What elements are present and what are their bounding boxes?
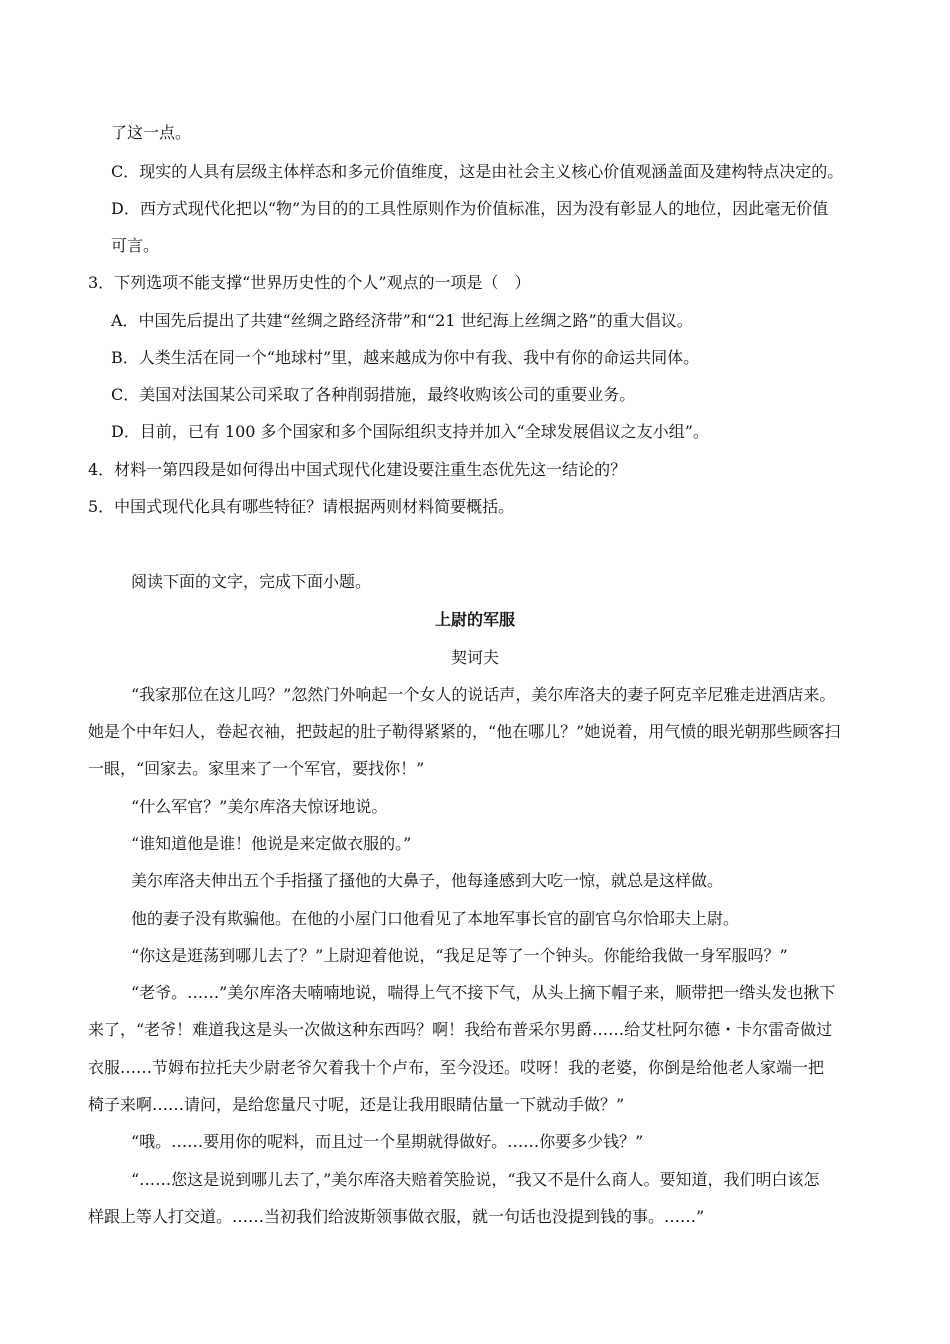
story-line: 她是个中年妇人，卷起衣袖，把鼓起的肚子勒得紧紧的，“他在哪儿？”她说着，用气愤的眼光朝那些顾客扫 bbox=[88, 722, 841, 741]
story-line: 衣服……节姆布拉托夫少尉老爷欠着我十个卢布，至今没还。哎呀！我的老婆，你倒是给他老人家端一把 bbox=[88, 1058, 825, 1077]
q2-continuation: 了这一点。 bbox=[111, 123, 192, 142]
q3-option-b: B．人类生活在同一个“地球村”里，越来越成为你中有我、我中有你的命运共同体。 bbox=[111, 348, 700, 367]
story-line: “老爷。……”美尔库洛夫喃喃地说，喘得上气不接下气，从头上摘下帽子来，顺带把一绺头发也揪下 bbox=[131, 983, 836, 1002]
story-author: 契诃夫 bbox=[450, 648, 499, 667]
q2-option-c: C．现实的人具有层级主体样态和多元价值维度，这是由社会主义核心价值观涵盖面及建构特点决定的。 bbox=[111, 162, 844, 181]
story-title: 上尉的军服 bbox=[434, 610, 515, 629]
reading-instruction: 阅读下面的文字，完成下面小题。 bbox=[131, 572, 372, 591]
story-line: 一眼，“回家去。家里来了一个军官，要找你！” bbox=[88, 759, 425, 778]
story-line: “哦。……要用你的呢料，而且过一个星期就得做好。……你要多少钱？” bbox=[131, 1132, 644, 1151]
q2-option-d-line2: 可言。 bbox=[111, 236, 160, 255]
story-line: “我家那位在这儿吗？”忽然门外响起一个女人的说话声，美尔库洛夫的妻子阿克辛尼雅走进酒店来。 bbox=[131, 685, 836, 704]
story-line: “……您这是说到哪儿去了，”美尔库洛夫赔着笑脸说，“我又不是什么商人。要知道，我们明白该怎 bbox=[131, 1170, 820, 1189]
q5-stem: 5．中国式现代化具有哪些特征？请根据两则材料简要概括。 bbox=[88, 497, 515, 516]
story-line: 来了，“老爷！难道我这是头一次做这种东西吗？啊！我给布普采尔男爵……给艾杜阿尔德・卡尔雷奇做过 bbox=[88, 1020, 833, 1039]
q3-stem: 3．下列选项不能支撑“世界历史性的个人”观点的一项是（ ） bbox=[88, 273, 531, 292]
story-line: “什么军官？”美尔库洛夫惊讶地说。 bbox=[131, 797, 388, 816]
story-line: 椅子来啊……请问，是给您量尺寸呢，还是让我用眼睛估量一下就动手做？” bbox=[88, 1095, 625, 1114]
q3-option-c: C．美国对法国某公司采取了各种削弱措施，最终收购该公司的重要业务。 bbox=[111, 385, 636, 404]
story-line: 样跟上等人打交道。……当初我们给波斯领事做衣服，就一句话也没提到钱的事。……” bbox=[88, 1207, 705, 1226]
q4-stem: 4．材料一第四段是如何得出中国式现代化建设要注重生态优先这一结论的？ bbox=[88, 460, 627, 479]
story-line: “你这是逛荡到哪儿去了？”上尉迎着他说，“我足足等了一个钟头。你能给我做一身军服吗？” bbox=[131, 946, 788, 965]
story-line: “谁知道他是谁！他说是来定做衣服的。” bbox=[131, 834, 412, 853]
q3-option-d: D．目前，已有 100 多个国家和多个国际组织支持并加入“全球发展倡议之友小组”。 bbox=[111, 422, 709, 441]
q2-option-d-line1: D．西方式现代化把以“物”为目的的工具性原则作为价值标准，因为没有彰显人的地位，因此毫无价值 bbox=[111, 199, 829, 218]
story-line: 他的妻子没有欺骗他。在他的小屋门口他看见了本地军事长官的副官乌尔恰耶夫上尉。 bbox=[131, 909, 740, 928]
story-line: 美尔库洛夫伸出五个手指搔了搔他的大鼻子，他每逢感到大吃一惊，就总是这样做。 bbox=[131, 871, 724, 890]
q3-option-a: A．中国先后提出了共建“丝绸之路经济带”和“21 世纪海上丝绸之路”的重大倡议。 bbox=[111, 311, 693, 330]
